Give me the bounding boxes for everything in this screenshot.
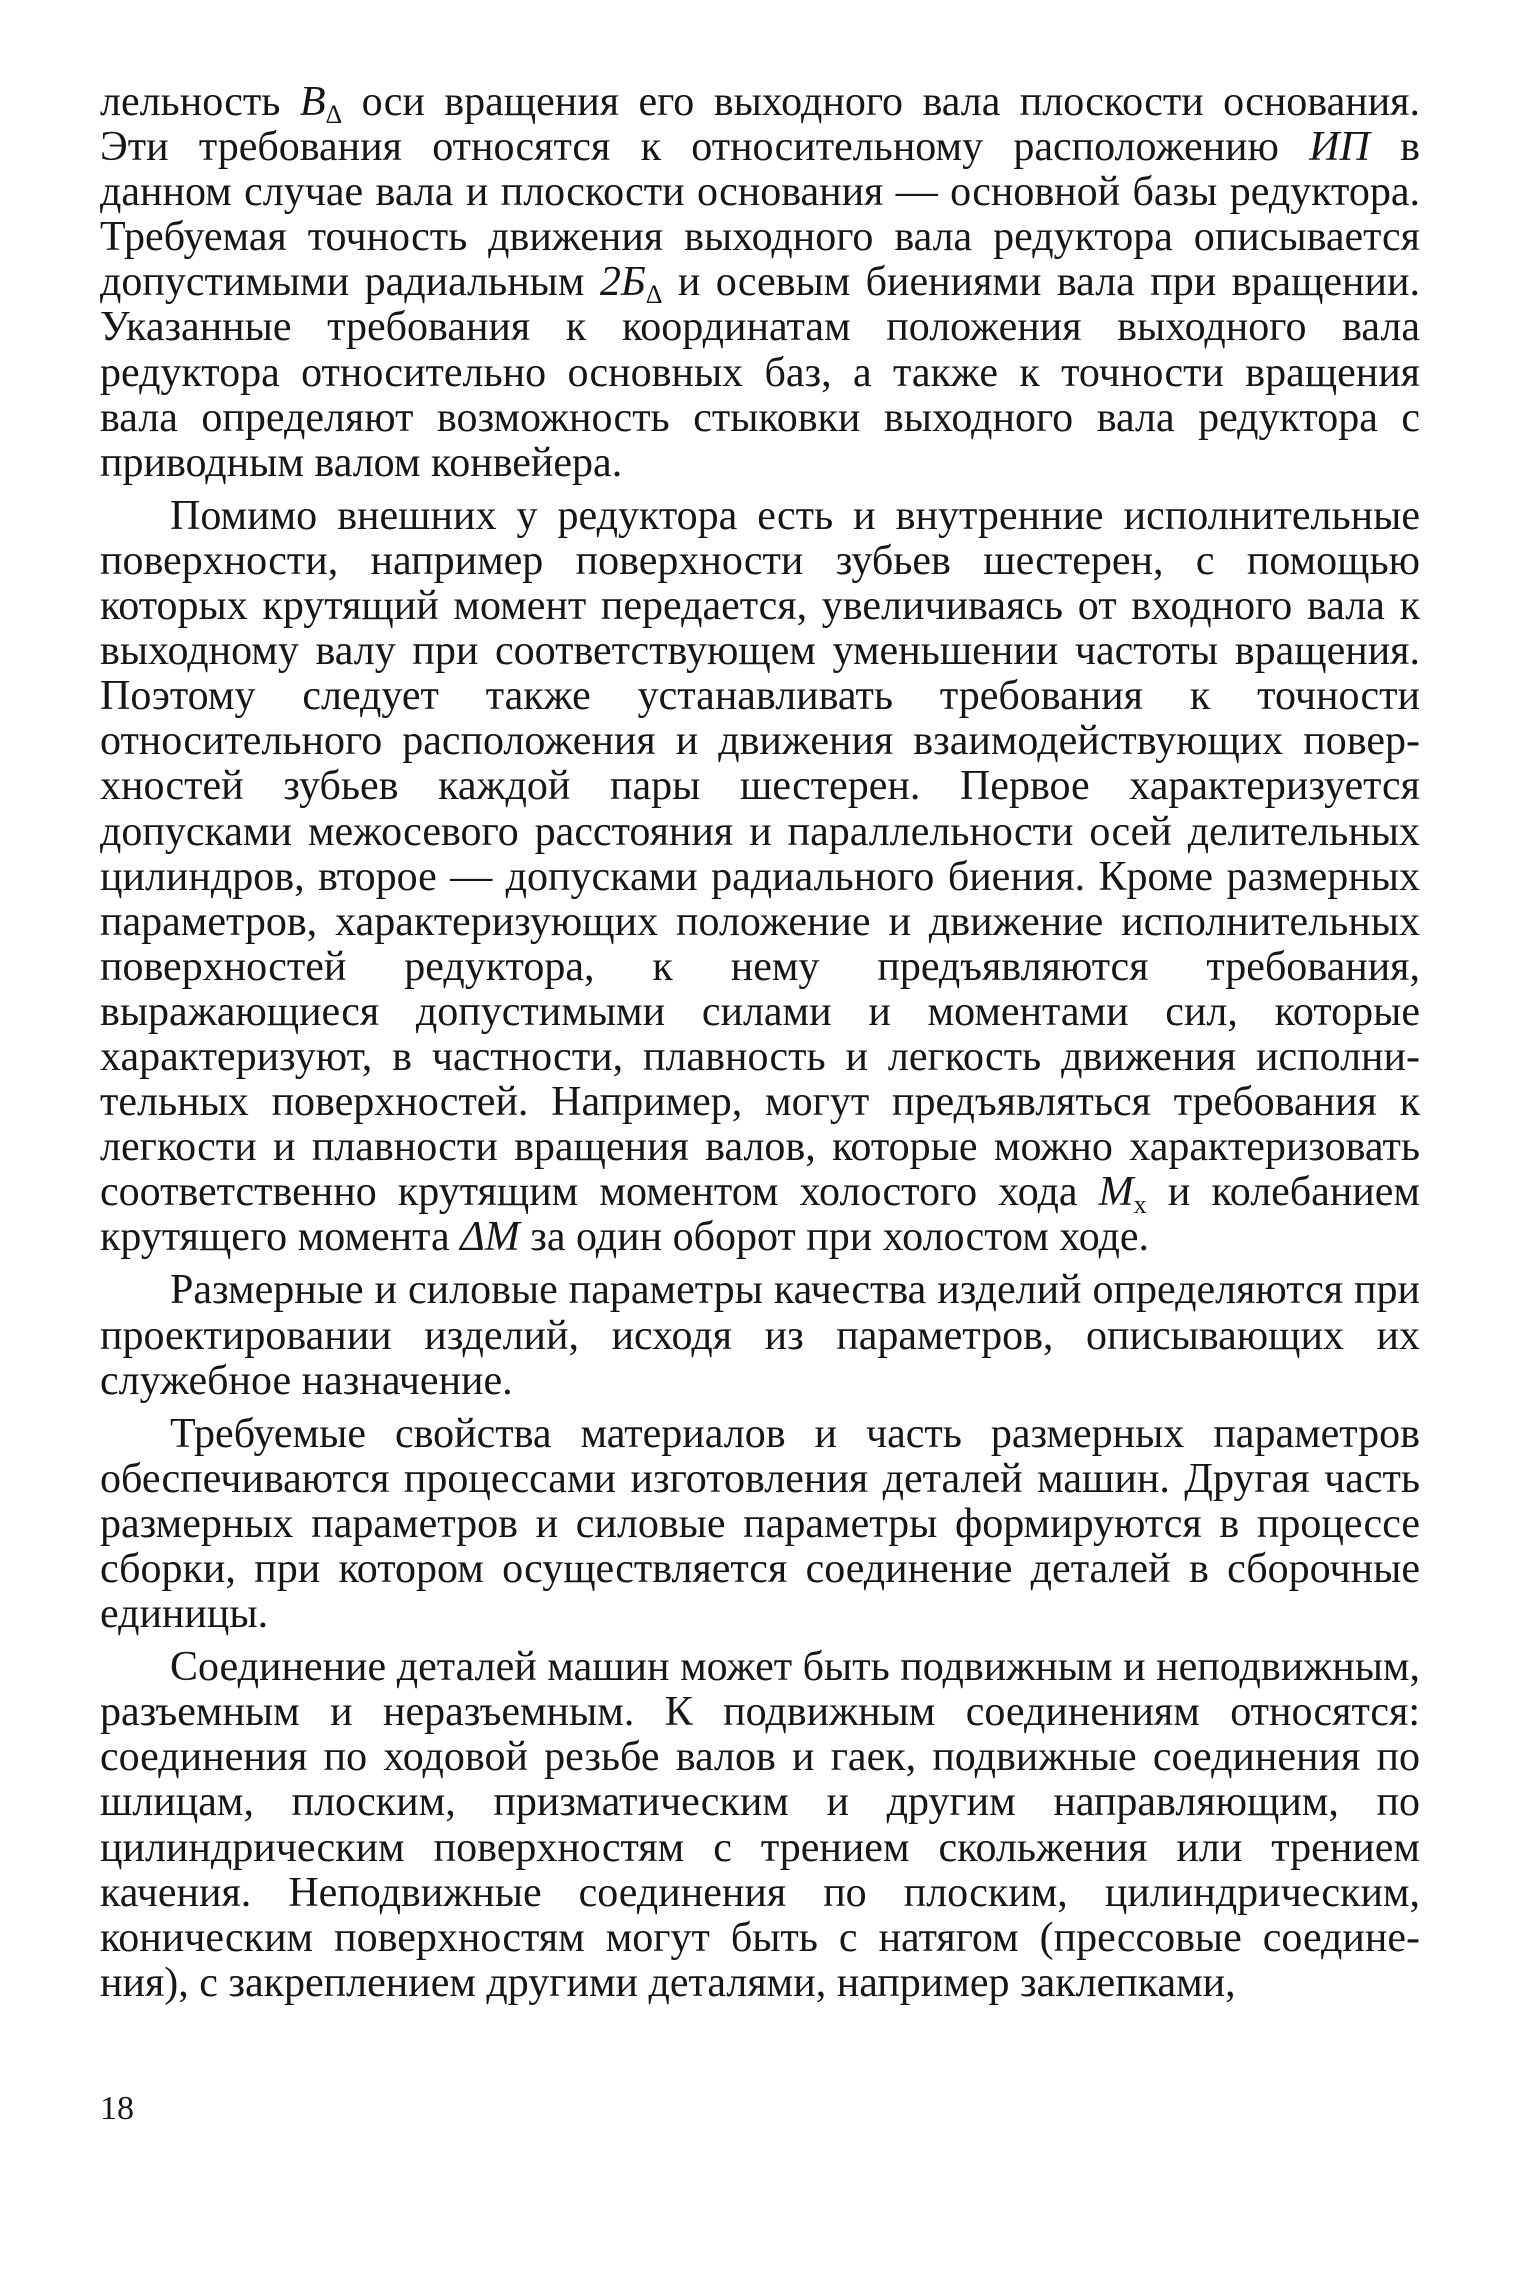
paragraph <box>100 1412 1420 1637</box>
math-symbol: ИП <box>1309 124 1370 171</box>
text-run: в данном случае вала и плоскости основания — основной базы редуктора. Требуемая точность движения выходного вала редуктора описывается допустимыми радиальным <box>100 124 1420 306</box>
text-run: за один оборот при холостом ходе. <box>519 1214 1150 1261</box>
paragraph <box>100 1268 1420 1403</box>
math-symbol: $B_\Delta$ <box>299 79 343 129</box>
paragraph <box>100 494 1420 1261</box>
math-symbol: $2Б_\Delta$ <box>599 259 663 310</box>
text-run: оси вращения его выходного вала плоскости основания. Эти требования относятся к относительному расположению <box>100 79 1421 171</box>
text-run: Соединение деталей машин может быть подвижным и неподвижным, разъемным и неразъемным. К подвижным соединениям относятся: соединения по ходовой резьбе валов и гаек, подвижные соединения по шлицам, плоским, призматическим и другим направляющим, по цилиндрическим поверхностям с трением скольжения или трением качения. Неподвижные соединения по плоским, цилиндрическим, коническим поверхностям могут быть с натягом (прессовые соединения), с закреплением другими деталями, например заклепками, <box>100 1644 1420 2006</box>
text-run: и осевым биениями вала при вращении. Указанные требования к координатам положения выходного вала редуктора относительно основных баз, а также к точности вращения вала определяют возможность стыковки выходного вала редуктора с приводным валом конвейера. <box>100 259 1420 486</box>
math-symbol: $M_х$ <box>1098 1169 1147 1220</box>
math-symbol: ΔM <box>460 1214 520 1261</box>
text-run: Размерные и силовые параметры качества изделий определяются при проектировании изделий, исходя из параметров, описывающих их служебное назначение. <box>100 1267 1420 1404</box>
text-run: Помимо внешних у редуктора есть и внутренние исполнительные поверхности, например поверхности зубьев шестерен, с помощью которых крутящий момент передается, увеличиваясь от входного вала к выходному валу при соответствующем уменьшении частоты вращения. Поэтому следует также устанавливать требования к точности относительного расположения и движения взаимодействующих поверхностей зубьев каждой пары шестерен. Первое характеризуется допусками межосевого расстояния и параллельности осей делительных цилиндров, второе — допусками радиального биения. Кроме размерных параметров, характеризующих положение и движение исполнительных поверхностей редуктора, к нему предъявляются требования, выражающиеся допустимыми силами и моментами сил, которые характеризуют, в частности, плавность и легкость движения исполнительных поверхностей. Например, могут предъявляться требования к легкости и плавности вращения валов, которые можно характеризовать соответственно крутящим моментом холостого хода <box>100 492 1420 1216</box>
page-body <box>100 80 1420 2006</box>
text-run: Требуемые свойства материалов и часть размерных параметров обеспечиваются процессами изготовления деталей машин. Другая часть размерных параметров и силовые параметры формируются в процессе сборки, при котором осуществляется соединение деталей в сборочные единицы. <box>100 1410 1420 1638</box>
text-run: лельность <box>100 79 300 125</box>
paragraph <box>100 80 1420 486</box>
paragraph <box>100 1645 1420 2006</box>
text-run: и колебанием крутящего момента <box>100 1169 1420 1261</box>
page-number: 18 <box>100 2090 134 2127</box>
